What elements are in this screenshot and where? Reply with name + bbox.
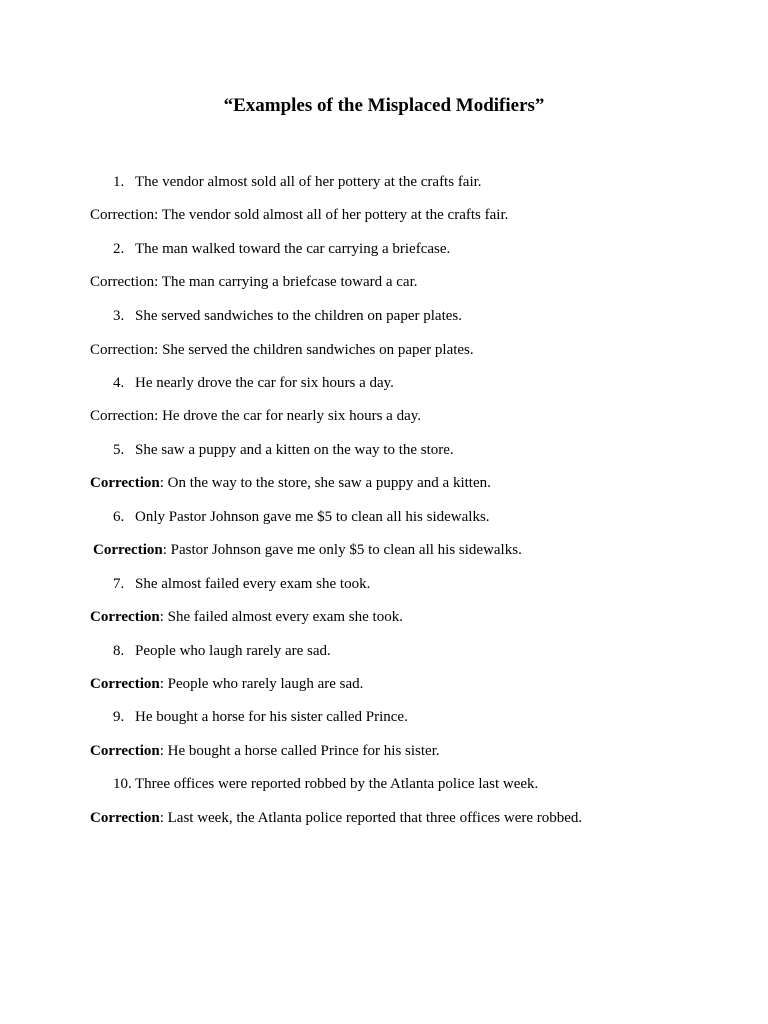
correction-10 — [90, 809, 582, 827]
correction-label: Correction — [90, 609, 160, 625]
correction-text: : Pastor Johnson gave me only $5 to clean all his sidewalks. — [162, 542, 522, 558]
correction-5 — [90, 474, 491, 492]
correction-label: Correction — [93, 542, 163, 558]
example-number: 10. — [113, 776, 132, 792]
correction-text: : The man carrying a briefcase toward a car. — [154, 274, 418, 290]
example-sentence: People who laugh rarely are sad. — [135, 643, 331, 659]
example-number: 6. — [113, 509, 125, 525]
correction-6 — [93, 541, 522, 559]
example-number: 3. — [113, 308, 125, 324]
correction-8 — [90, 675, 363, 693]
correction-3 — [90, 341, 474, 359]
correction-4 — [90, 407, 421, 425]
example-sentence: She served sandwiches to the children on paper plates. — [135, 308, 462, 324]
example-8 — [113, 642, 331, 660]
correction-text: : On the way to the store, she saw a puppy and a kitten. — [159, 475, 491, 491]
example-7 — [113, 575, 370, 593]
example-number: 8. — [113, 643, 125, 659]
example-10 — [113, 775, 538, 793]
example-number: 2. — [113, 241, 125, 257]
document-title: “Examples of the Misplaced Modifiers” — [223, 95, 545, 116]
correction-text: : He bought a horse called Prince for his sister. — [159, 743, 440, 759]
example-sentence: She saw a puppy and a kitten on the way to the store. — [135, 442, 454, 458]
example-sentence: She almost failed every exam she took. — [135, 576, 371, 592]
correction-label: Correction — [90, 408, 155, 424]
example-sentence: Three offices were reported robbed by the Atlanta police last week. — [135, 776, 539, 792]
correction-label: Correction — [90, 743, 160, 759]
example-number: 1. — [113, 174, 125, 190]
correction-label: Correction — [90, 475, 160, 491]
correction-label: Correction — [90, 676, 160, 692]
example-4 — [113, 374, 394, 392]
correction-label: Correction — [90, 342, 155, 358]
example-number: 7. — [113, 576, 125, 592]
example-number: 9. — [113, 709, 125, 725]
correction-2 — [90, 273, 418, 291]
example-sentence: The man walked toward the car carrying a briefcase. — [135, 241, 451, 257]
correction-text: : She served the children sandwiches on paper plates. — [154, 342, 474, 358]
example-6 — [113, 508, 490, 526]
example-sentence: He bought a horse for his sister called Prince. — [135, 709, 408, 725]
example-sentence: He nearly drove the car for six hours a day. — [135, 375, 394, 391]
correction-7 — [90, 608, 403, 626]
correction-text: : She failed almost every exam she took. — [159, 609, 403, 625]
correction-text: : Last week, the Atlanta police reported that three offices were robbed. — [159, 810, 583, 826]
correction-text: : He drove the car for nearly six hours a day. — [154, 408, 421, 424]
correction-1 — [90, 206, 508, 224]
correction-label: Correction — [90, 810, 160, 826]
example-sentence: Only Pastor Johnson gave me $5 to clean all his sidewalks. — [135, 509, 490, 525]
example-number: 5. — [113, 442, 125, 458]
correction-9 — [90, 742, 440, 760]
example-number: 4. — [113, 375, 125, 391]
correction-label: Correction — [90, 274, 155, 290]
example-2 — [113, 240, 450, 258]
example-3 — [113, 307, 462, 325]
correction-text: : The vendor sold almost all of her pottery at the crafts fair. — [154, 207, 509, 223]
example-sentence: The vendor almost sold all of her pottery at the crafts fair. — [135, 174, 482, 190]
correction-label: Correction — [90, 207, 155, 223]
example-1 — [113, 173, 482, 191]
correction-text: : People who rarely laugh are sad. — [159, 676, 364, 692]
example-9 — [113, 708, 408, 726]
example-5 — [113, 441, 454, 459]
